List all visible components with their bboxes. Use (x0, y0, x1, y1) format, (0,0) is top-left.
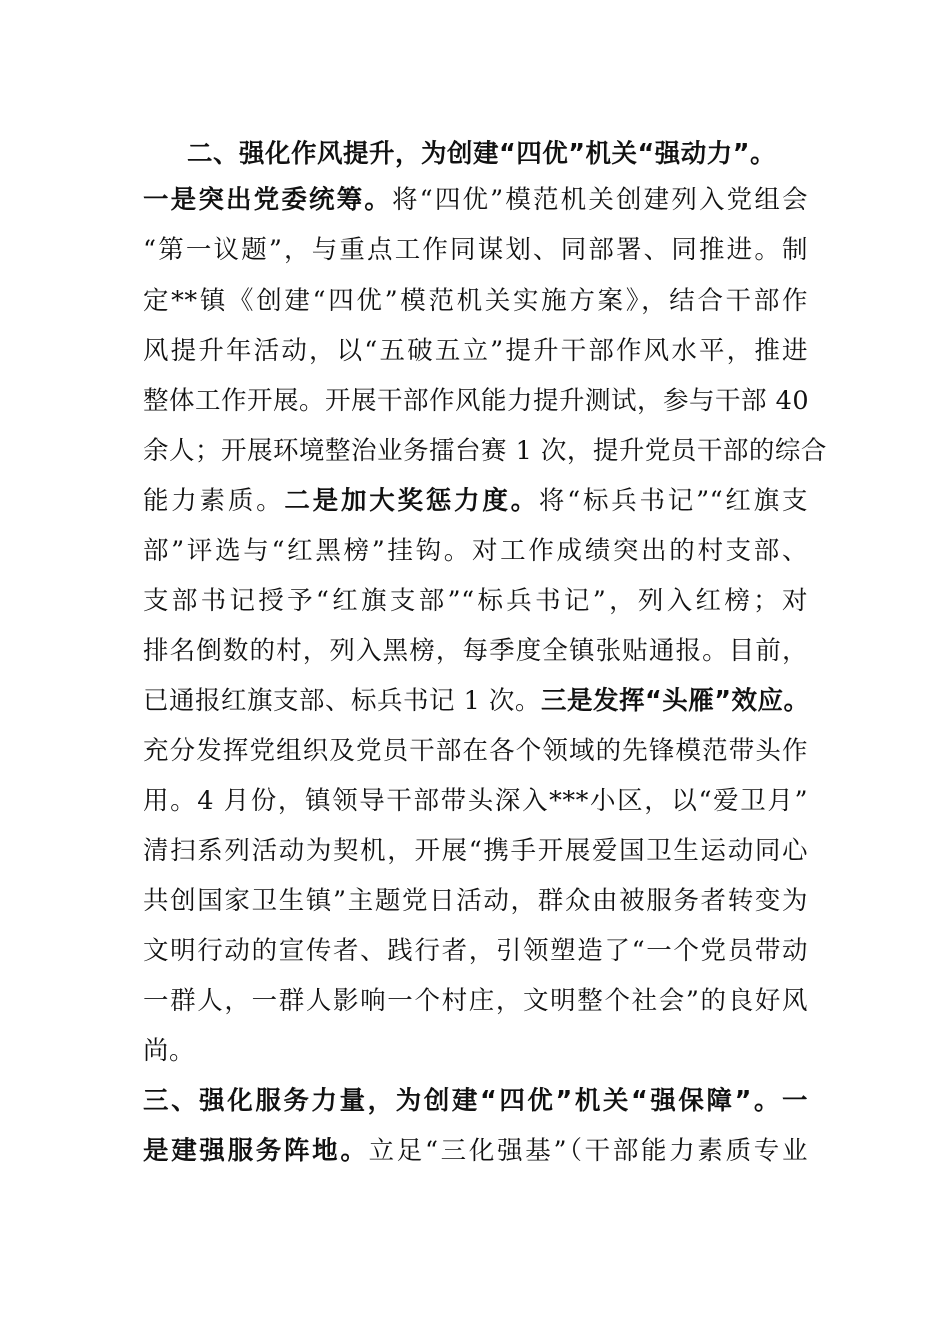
body-text: 尚。 (143, 1036, 196, 1066)
text-line (143, 576, 808, 626)
section-heading-3 (143, 1076, 808, 1126)
text-line (143, 626, 808, 676)
body-text: 一群人，一群人影响一个村庄，文明整个社会”的良好风 (143, 986, 808, 1016)
body-text: 排名倒数的村，列入黑榜，每季度全镇张贴通报。目前， (143, 636, 808, 666)
body-text: “第一议题”，与重点工作同谋划、同部署、同推进。制 (143, 235, 808, 265)
point-heading-1: 一是突出党委统筹。 (143, 185, 392, 215)
body-text: 清扫系列活动为契机，开展“携手开展爱国卫生运动同心 (143, 836, 808, 866)
body-text: 将“标兵书记”“红旗支 (538, 486, 808, 516)
point-heading-4: 是建强服务阵地。 (143, 1136, 369, 1166)
body-text: 整体工作开展。开展干部作风能力提升测试，参与干部 40 (143, 386, 810, 416)
text-line (143, 175, 808, 225)
body-text: 余人；开展环境整治业务擂台赛 1 次，提升党员干部的综合 (143, 436, 827, 466)
text-line (143, 826, 808, 876)
text-line (143, 776, 808, 826)
text-line (143, 926, 808, 976)
text-line (143, 726, 808, 776)
text-line (143, 676, 808, 726)
text-line (143, 225, 808, 275)
point-heading-2: 二是加大奖惩力度。 (284, 486, 539, 516)
body-text: 能力素质。 (143, 486, 285, 516)
section-heading-2 (187, 129, 808, 179)
body-text: 充分发挥党组织及党员干部在各个领域的先锋模范带头作 (143, 736, 808, 766)
body-text: 共创国家卫生镇”主题党日活动，群众由被服务者转变为 (143, 886, 808, 916)
text-line (143, 376, 808, 426)
text-line (143, 1126, 808, 1176)
heading-text: 三、强化服务力量，为创建“四优”机关“强保障”。一 (143, 1086, 808, 1116)
heading-text: 二、强化作风提升，为创建“四优”机关“强动力”。 (187, 139, 777, 169)
point-heading-3: 三是发挥“头雁”效应。 (540, 686, 810, 716)
body-text: 立足“三化强基”（干部能力素质专业 (368, 1136, 808, 1166)
text-line (143, 426, 827, 476)
body-text: 已通报红旗支部、标兵书记 1 次。 (143, 686, 541, 716)
text-line (143, 526, 808, 576)
text-line (143, 976, 808, 1026)
body-text: 风提升年活动，以“五破五立”提升干部作风水平，推进 (143, 336, 808, 366)
text-line (143, 276, 808, 326)
body-text: 支部书记授予“红旗支部”“标兵书记”，列入红榜；对 (143, 586, 808, 616)
text-line (143, 326, 808, 376)
text-line (143, 876, 808, 926)
body-text: 文明行动的宣传者、践行者，引领塑造了“一个党员带动 (143, 936, 808, 966)
body-text: 定**镇《创建“四优”模范机关实施方案》，结合干部作 (143, 286, 808, 316)
text-line (143, 476, 808, 526)
body-text: 将“四优”模范机关创建列入党组会 (391, 185, 808, 215)
text-line (143, 1026, 808, 1076)
body-text: 用。4 月份，镇领导干部带头深入***小区，以“爱卫月” (143, 786, 808, 816)
body-text: 部”评选与“红黑榜”挂钩。对工作成绩突出的村支部、 (143, 536, 808, 566)
